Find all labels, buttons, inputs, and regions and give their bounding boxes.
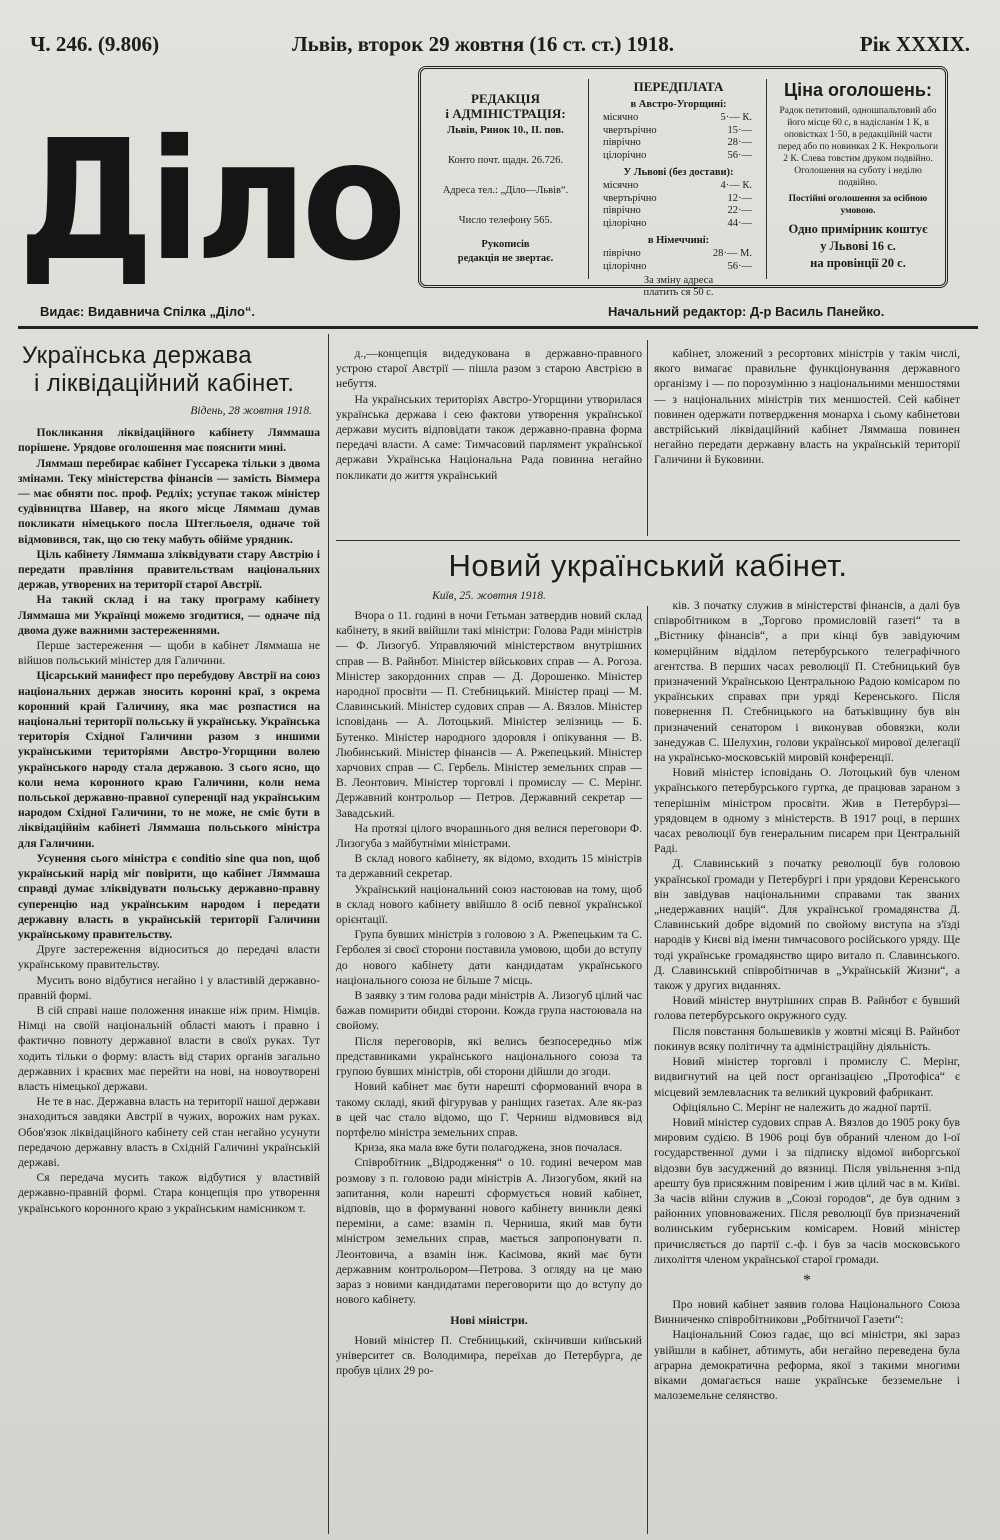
- editorial-box: [429, 79, 589, 279]
- paragraph: В заявку з тим голова ради міністрів А. Лизогуб цілий час бажав помирити обидві сторони. Кожда група настоювала на свойому.: [336, 989, 642, 1033]
- editorial-phone: Число телефону 565.: [458, 215, 553, 226]
- subscription-row: чвертьрічно 15·—: [603, 124, 752, 136]
- paragraph: Новий міністер торговлі і промислу С. Мерінг, видвигнутий на цей пост організацією „Протофіса“ є місцевий землевласник та великий цукровий фабрикант.: [654, 1055, 960, 1099]
- paragraph: Про новий кабінет заявив голова Національного Союза Винниченко співробітникови „Робітничої Газети“:: [654, 1297, 960, 1327]
- publisher-line: [40, 304, 940, 324]
- subscription-row: піврічно 28·— М.: [603, 248, 752, 259]
- price-note: Радок петитовий, одношпальтовий або його місце 60 с, в надісланім 1 К, в оповістках 1·50, в редакційній части перед або по новинках 2 К. Некрольоги 2 К. Слева товстим друком подвійно. Оголошення на суботу і неділю подвійно.: [777, 106, 939, 188]
- subscription-row: піврічно 22·—: [603, 205, 752, 216]
- subscription-lviv-head: У Львові (без достави):: [623, 167, 734, 178]
- article-2-col2-last: Новий міністер П. Стебницький, скінчивши київський університет св. Володимира, переїхав до Петербурга, де пробув цілих 29 ро-: [336, 1333, 642, 1377]
- paragraph: Після переговорів, які велись безпосередньо між представниками українського національного союза та групою бувших міністрів, обі сторони дійшли до згоди.: [336, 1034, 642, 1079]
- article-1-body: [18, 425, 320, 1216]
- article-1-continued-body: [336, 346, 642, 483]
- article-2-col3: [654, 598, 960, 1403]
- subscription-row: цілорічно 56·—: [603, 260, 752, 272]
- paragraph: В сій справі наше положення инакше ніж прим. Німців. Німці на своїй національній області мають і правно і фактично повноту державної власти в своїх руках. Тут ходить тільки о форму: власть від старих органів загально державних і краєвих має перейти на нові, на новоутворені власть німецької держави.: [18, 1003, 320, 1093]
- paragraph: Група бувших міністрів з головою з А. Ржепецьким та С. Герболея зі своєї сторони поставила умовою, щоби до вступу до нового кабінету дати кандидатам українського національного союза не більше 7 місць.: [336, 928, 642, 987]
- issue-number: Ч. 246. (9.806): [30, 32, 160, 56]
- article-2-headline: Новий український кабінет.: [448, 548, 848, 583]
- subscription-austria-list: [597, 112, 760, 162]
- paragraph: Цісарський манифест про перебудову Австрії на союз національних держав зносить коронні краї, з окрема коронний край Галичину, яка має розпастися на національні території польську й українську. Українська територія Східної Галичини разом з иншими українськими територіями Австро-Угорщини волею українського народу стала державою. З сього ясно, що коли нема коронного краю Галичини, коли нема польської державно-правної суперенції над українським народом Східної Галичини, то не може, не сміє бути в ліквідаційнім кабінеті Ляммаша польського міністра для Галичини.: [18, 669, 320, 850]
- paragraph: Співробітник „Відродження“ о 10. годині вечером мав розмову з п. головою ради міністрів А. Лизогубом, який на запитання, коли нарешті сформується новий кабінет, відповів, що в формуванні нового кабінету виникли деякі переміни, а саме: взамін п. Черниша, який мав бути міністром земельних справ, мається запропонувати п. Леонтовича, а взамін інж. Касімова, який має бути державним контрольором—Петрова. З огляду на це маю зараз з новими кандидатами переговорити що до вступу до нового кабінету.: [336, 1156, 642, 1307]
- article-2-col2-body: [336, 608, 642, 1307]
- article-2-col2: [336, 608, 642, 1378]
- paragraph: Ляммаш перебирає кабінет Гуссарека тільки з двома змінами. Теку міністерства фінансів — замість Віммера — має обняти пос. проф. Редліх; уступає також міністер судівництва Шавер, на якого місце Ляммаш думав покликати німецького посла Штегльоеля, одначе той відмовився, так, що сю теку мабуть обійме урядник.: [18, 456, 320, 546]
- article-1-headline: Українська держава і ліквідаційний кабінет.: [22, 342, 295, 397]
- paragraph: Ся передача мусить також відбутися у властивій державно-правній формі. Стара концепція про утворення українського коронного краю з українським намісником т.: [18, 1171, 320, 1215]
- subscription-row: місячно 4·— К.: [603, 180, 752, 191]
- article-2-dateline: Київ, 25. жовтня 1918.: [432, 590, 546, 602]
- single-copy-lviv: у Львові 16 с.: [820, 239, 896, 253]
- paragraph: ків. З початку служив в міністерстві фінансів, а далі був співробітником в „Торгово промисловій газеті“ та в „Вістнику фінансів“, а при кінці був завідуючим комерційним відділом петербурського телеграфічного агентства. В перших часах революції П. Стебницький був призначений Українською Центральною Радою комісаром по українських справах при уряді Керенського. Після повернення П. Стебницького на батьківщину був він призначений сенатором і виконував обовязки, коли занедужав С. Шелухин, голови української мирової делегації на українсько-московській мировій конференції.: [654, 599, 960, 765]
- paragraph: Ціль кабінету Ляммаша зліквідувати стару Австрію і передати правління правительствам національних держав, утворених на території старої Австрії.: [18, 547, 320, 592]
- subscription-row: місячно 5·— К.: [603, 112, 752, 123]
- editorial-manuscripts-2: редакція не звертає.: [457, 253, 554, 264]
- info-box: [418, 66, 948, 298]
- paragraph: Новий міністер судових справ А. Вязлов до 1905 року був мировим судією. В 1906 році був обраний членом до I-ої государственної думи і за підписку відомої виборгської відозви був засуджений до вязниці. Після увільнення з-під арешту був присяжним повіреним і жив цілий час в м. Київі. За часів війни служив в „Союзі городов“, де був одним з районних уповноважених. Після революції був призначений волинським губернським комісарем. Новий міністер причисляється до партії с.-ф. і був за часів московського лихоліття членом української старої громади.: [654, 1115, 960, 1266]
- subscription-change-note-2: платить ся 50 с.: [643, 287, 714, 298]
- article-1-dateline: Відень, 28 жовтня 1918.: [190, 405, 312, 417]
- subscription-germany-head: в Німеччині:: [647, 235, 710, 246]
- paragraph: Друге застереження відноситься до передачі власти українському правительству.: [18, 943, 320, 972]
- paragraph: Вчора о 11. годині в ночи Гетьман затвердив новий склад кабінету, в який ввійшли такі міністри: Голова Ради міністрів — Ф. Лизогуб. Управляючий міністерством внутрішних справ — В. Райнбот. Міністер військових справ — А. Рогоза. Міністер закордонних справ — Д. Дорошенко. Міністер народної просвіти — П. Стебницький. Міністер праці — М. Славинський. Міністер судових справ — А. Вязлов. Міністер ісповідань — А. Лотоцький. Міністер зелізниць — Б. Бутенко. Міністер народного здоровля і опікування — В. Любинський. Міністер фінансів — А. Ржепецький. Міністер харчових справ — С. Гербель. Міністер земельних справ — В. Леонтович. Міністер торговлі і промислу — С. Мерінг. Державний контрольор — Петров. Державний секретар — Завадський.: [336, 609, 642, 820]
- paragraph: Перше застереження — щоби в кабінет Ляммаша не війшов польський міністер для Галичини.: [18, 639, 320, 668]
- paragraph: Не те в нас. Державна власть на території нашої держави знаходиться завдяки Австрії в чужих, ворожих нам руках. Обов'язок ліквідаційного кабінету сей стан негайно усунути передачою державну власть в Східній Галичині українській державі.: [18, 1095, 320, 1169]
- paragraph: Новий міністер ісповідань О. Лотоцький був членом українського петербурського гуртка, де працював зараном з теперішнім міністром просвіти. Жив в Петербурзі—урядовцем в одному з міністерств. В 1917 році, в перших часах революції був генеральним писарем при Центральній Раді.: [654, 766, 960, 856]
- column-divider: [328, 334, 329, 1534]
- masthead-rule: [18, 326, 978, 329]
- chief-editor: Начальний редактор: Д-р Василь Панейко.: [608, 304, 885, 319]
- article-1-column: [18, 342, 320, 1216]
- subscription-lviv-list: [597, 180, 760, 230]
- article-1-col3: [654, 346, 960, 468]
- editorial-telegraph: Адреса тел.: „Діло—Львів“.: [442, 185, 569, 196]
- paragraph: Новий міністер внутрішних справ В. Райнбот є бувший голова петербурського окружного суду.: [654, 994, 960, 1023]
- paragraph: кабінет, зложений з ресортових міністрів у такім числі, якого вимагає правильне функціонування державного організму і — по порозумінню з національними меншостями — з національних міністрів тих меншостей. Сей кабінет повинен одержати потвердження монарха і сьому кабінетови австрійський ліквідаційний кабінет Ляммаша повинен негайно передати державну власть на українській території Галичини й Буковини.: [654, 347, 960, 467]
- subscription-austria-head: в Австро-Угорщині:: [630, 99, 727, 110]
- article-2-col3-tail: [654, 1297, 960, 1403]
- paragraph: Д. Славинський з початку революції був головою української громади у Петербургі і при урядови Керенського він завідував національними справами так званих „недержавних націй“. Для української громадянства Д. Славинський добре відомий по свойому виступа на з'їзді народів у Києві від імени тимчасового російського уряду. Ще тоді українське громадянство щиро витало п. Славинського. Д. Славинський співробітничав в „Українській Жизни“, а також у других виданнях.: [654, 857, 960, 993]
- subscription-change-note-1: За зміну адреса: [643, 275, 714, 286]
- publisher: Видає: Видавнича Спілка „Діло“.: [40, 304, 256, 319]
- article-2-rule: [336, 540, 960, 542]
- subscription-title: ПЕРЕДПЛАТА: [633, 79, 724, 94]
- subscription-row: піврічно 28·—: [603, 137, 752, 148]
- editorial-address: Львів, Ринок 10., II. пов.: [447, 125, 564, 136]
- paragraph: Новий кабінет має бути нарешті сформований вчора в такому складі, який фігурував у раніщих газетах. Але як-раз в цей час стало відомо, що Г. Черниш відмовився від портфелю міністра земельних справ.: [336, 1080, 642, 1139]
- newspaper-logo: Діло: [18, 105, 402, 298]
- paragraph: Мусить воно відбутися негайно і у властивій державно-правній формі.: [18, 973, 320, 1002]
- issue-dateline: Львів, второк 29 жовтня (16 ст. ст.) 1918.: [292, 32, 675, 56]
- editorial-postal-account: Конто почт. щадн. 26.726.: [447, 155, 564, 166]
- single-copy-label: Одно примірник коштує: [788, 222, 928, 236]
- paragraph: На такий склад і на таку програму кабінету Ляммаша ми Українці можемо згодитися, — одначе під двома дуже важними застереженнями.: [18, 593, 320, 637]
- paragraph: На українських територіях Австро-Угорщини утворилася українська держава і сею фактови утворення української держави мусить відповідати також державно-правна форма передачі власти. А саме: Тимчасовий парлямент української держави Українська Національна Рада повинна негайно покликати до життя український: [336, 392, 642, 482]
- paragraph: Український національний союз настоював на тому, щоб в склад нового кабінету ввійшло 8 осіб певної української орієнтації.: [336, 882, 642, 927]
- subscription-row: чвертьрічно 12·—: [603, 192, 752, 204]
- price-title: Ціна оголошень:: [784, 80, 932, 100]
- subscription-germany-list: [597, 248, 760, 273]
- single-copy-province: на провінції 20 с.: [810, 256, 906, 270]
- paragraph: Після повстання большевиків у жовтні місяці В. Райнбот покинув всяку політичну та адміністраційну діяльність.: [654, 1024, 960, 1053]
- paragraph: Покликання ліквідаційного кабінету Ляммаша порішене. Урядове оголошення має пояснити мині.: [18, 426, 320, 455]
- paragraph: Криза, яка мала вже бути полагоджена, знов почалася.: [354, 1141, 623, 1155]
- subscription-row: цілорічно 56·—: [603, 149, 752, 161]
- section-star: *: [803, 1271, 811, 1289]
- editorial-title-1: РЕДАКЦІЯ: [471, 91, 540, 106]
- column-divider: [647, 606, 648, 1534]
- editorial-manuscripts-1: Рукописів: [481, 239, 530, 250]
- article-1-continued: [336, 346, 642, 483]
- paragraph: д.,—концепція видедукована в державно-правного устрою старої Австрії — пішла разом з старою Австрією в небуття.: [336, 347, 642, 391]
- paragraph: Офіціяльно С. Мерінг не належить до жадної партії.: [672, 1100, 932, 1114]
- subscription-row: цілорічно 44·—: [603, 217, 752, 229]
- price-box: [775, 79, 941, 279]
- issue-year: Рік XXXIX.: [859, 32, 970, 56]
- masthead-topline: [30, 28, 970, 62]
- subscription-box: [597, 79, 767, 298]
- price-discount: Постійні оголошення за осібною умовою.: [788, 194, 928, 216]
- column-divider: [647, 340, 648, 536]
- new-ministers-subheading: Нові міністри.: [450, 1313, 528, 1328]
- article-2-col3-body: [654, 598, 960, 1267]
- paragraph: Усунення сього міністра є conditio sine qua non, щоб український нарід міг повірити, що кабінет Ляммаша справді думає зліквідувати польську державно-правну суперенцію над українським народом і передати державну власть в українській території Галичини українському правительству.: [18, 851, 320, 941]
- article-1-col3-body: [654, 346, 960, 468]
- paragraph: В склад нового кабінету, як відомо, входить 15 міністрів та державний секретар.: [336, 852, 642, 881]
- paragraph: На протязі цілого вчорашнього дня велися переговори Ф. Лизогуба з майбутніми міністрами.: [336, 821, 642, 851]
- editorial-title-2: і АДМІНІСТРАЦІЯ:: [445, 106, 566, 121]
- paragraph: Національний Союз гадає, що всі міністри, які зараз увійшли в кабінет, абтимуть, аби негайно переведена була аграрна демократична реформа, якої з такими многими віками домагається наше українське безземельне і малоземельне селянство.: [654, 1328, 960, 1403]
